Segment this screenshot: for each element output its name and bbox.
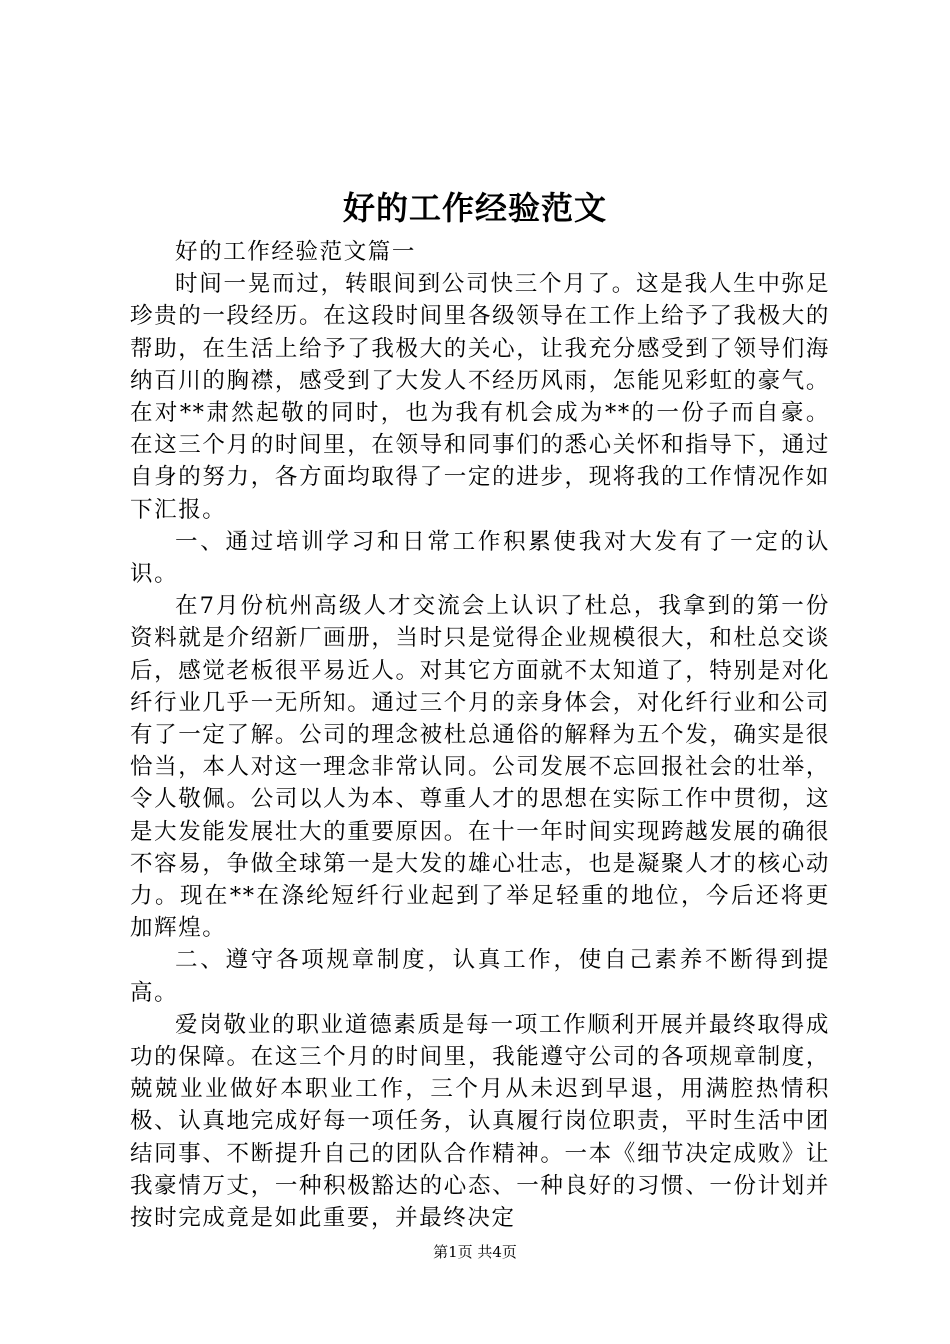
- document-title: 好的工作经验范文: [342, 189, 607, 227]
- page-number-footer: 第1页 共4页: [433, 1243, 517, 1261]
- paragraph-body-1: 在7月份杭州高级人才交流会上认识了杜总，我拿到的第一份资料就是介绍新厂画册，当时只是觉得企业规模很大，和杜总交谈后，感觉老板很平易近人。对其它方面就不太知道了，特别是对化纤行业几乎一无所知。通过三个月的亲身体会，对化纤行业和公司有了一定了解。公司的理念被杜总通俗的解释为五个发，确实是很恰当，本人对这一理念非常认同。公司发展不忘回报社会的壮举，令人敬佩。公司以人为本、尊重人才的思想在实际工作中贯彻，这是大发能发展壮大的重要原因。在十一年时间实现跨越发展的确很不容易，争做全球第一是大发的雄心壮志，也是凝聚人才的核心动力。现在**在涤纶短纤行业起到了举足轻重的地位，今后还将更加辉煌。: [130, 593, 830, 942]
- paragraph-heading-1: 一、通过培训学习和日常工作积累使我对大发有了一定的认识。: [130, 528, 830, 588]
- paragraph-heading-2: 二、遵守各项规章制度，认真工作，使自己素养不断得到提高。: [130, 947, 830, 1006]
- paragraph-intro: 时间一晃而过，转眼间到公司快三个月了。这是我人生中弥足珍贵的一段经历。在这段时间里各级领导在工作上给予了我极大的帮助，在生活上给予了我极大的关心，让我充分感受到了领导们海纳百川的胸襟，感受到了大发人不经历风雨，怎能见彩虹的豪气。在对**肃然起敬的同时，也为我有机会成为**的一份子而自豪。在这三个月的时间里，在领导和同事们的悉心关怀和指导下，通过自身的努力，各方面均取得了一定的进步，现将我的工作情况作如下汇报。: [130, 271, 830, 523]
- paragraph-body-2: 爱岗敬业的职业道德素质是每一项工作顺利开展并最终取得成功的保障。在这三个月的时间里，我能遵守公司的各项规章制度，兢兢业业做好本职业工作，三个月从未迟到早退，用满腔热情积极、认真地完成好每一项任务，认真履行岗位职责，平时生活中团结同事、不断提升自己的团队合作精神。一本《细节决定成败》让我豪情万丈，一种积极豁达的心态、一种良好的习惯、一份计划并按时完成竟是如此重要，并最终决定: [130, 1011, 830, 1232]
- document-body: [130, 236, 830, 1234]
- paragraph-subtitle: 好的工作经验范文篇一: [175, 239, 417, 265]
